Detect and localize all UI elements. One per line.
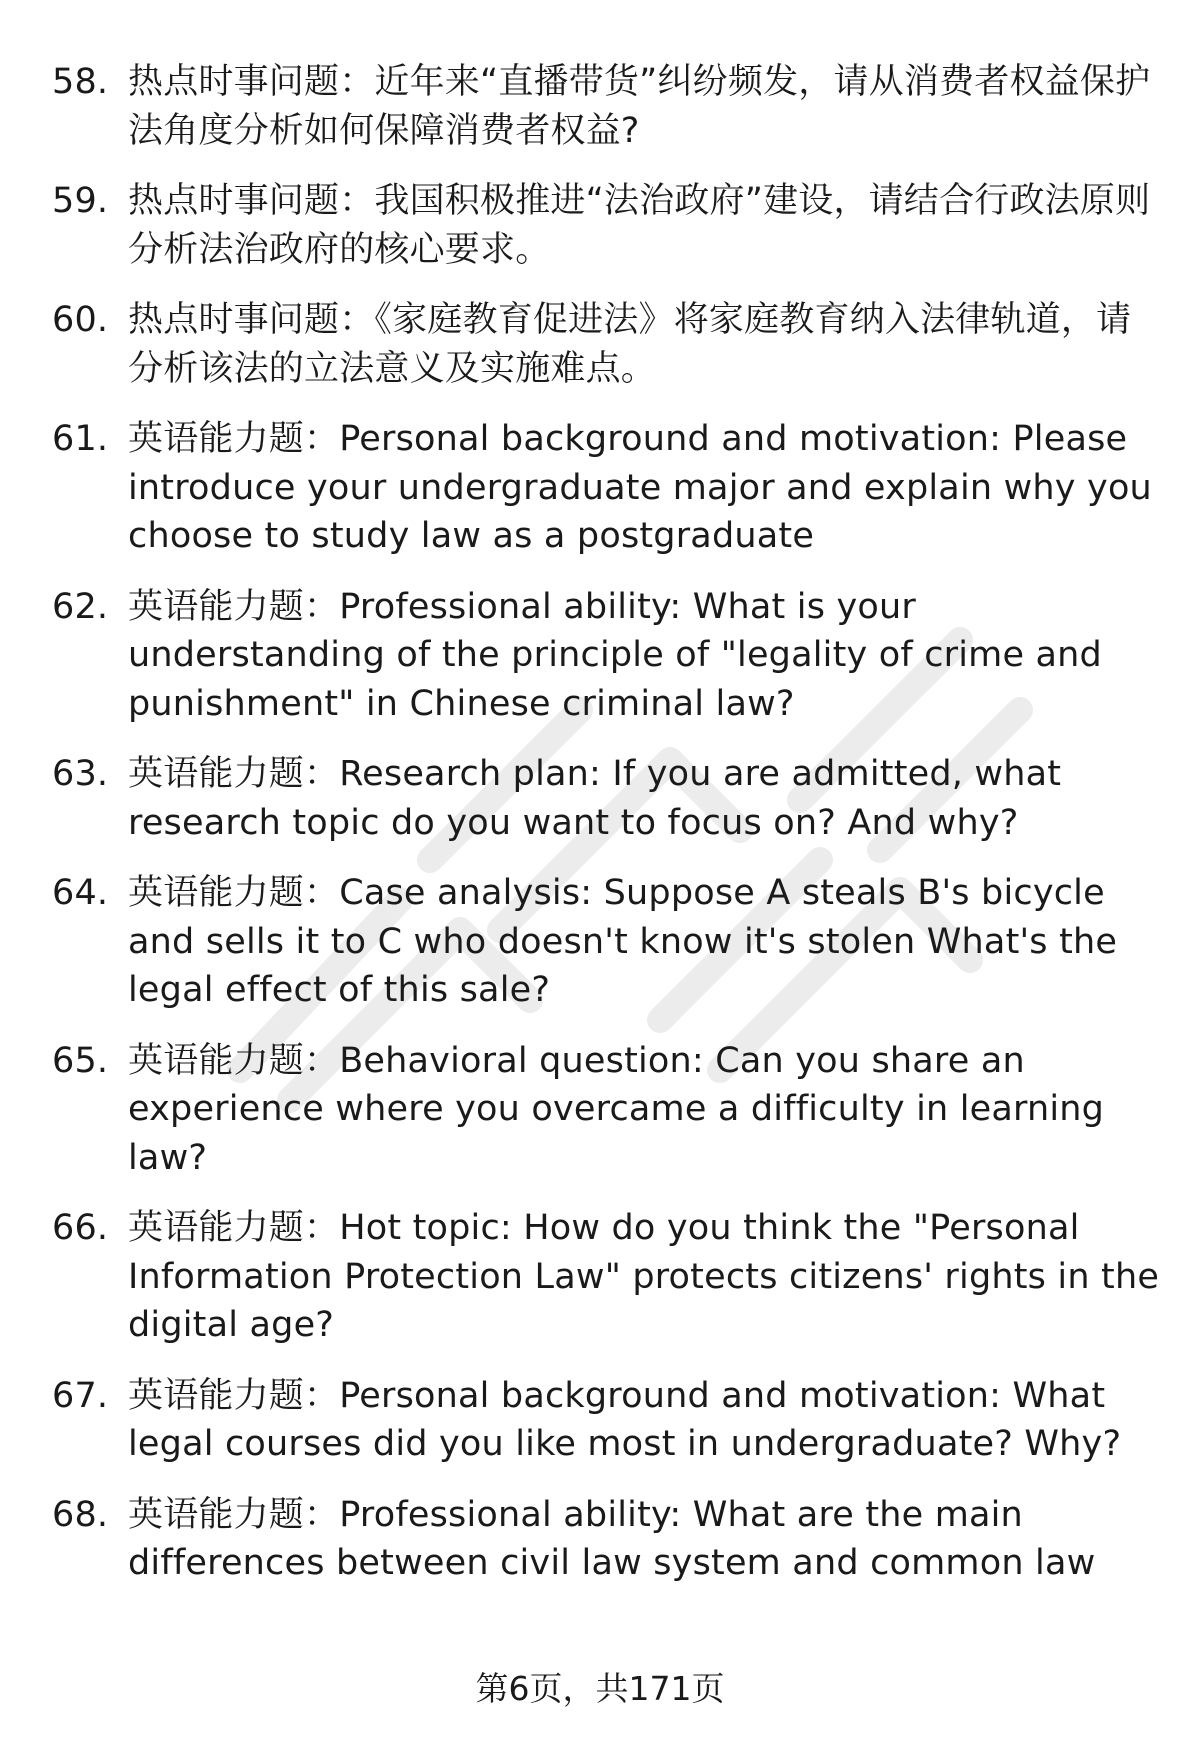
question-text: 英语能力题：Case analysis: Suppose A steals B's bicycle and sells it to C who doesn't know it's stolen What's the legal effect of this sale? [128, 873, 1118, 1010]
question-item [0, 750, 1200, 847]
question-item [0, 58, 1200, 155]
question-text: 英语能力题：Professional ability: What are the main differences between civil law system and common law [128, 1494, 1096, 1583]
question-item [0, 1491, 1200, 1588]
question-text: 热点时事问题：近年来“直播带货”纠纷频发，请从消费者权益保护法角度分析如何保障消费者权益? [128, 62, 1151, 151]
question-text: 英语能力题：Personal background and motivation: What legal courses did you like most in undergraduate? Why? [128, 1375, 1122, 1464]
question-number: 61. [52, 419, 109, 459]
question-list [0, 58, 1200, 1610]
question-item [0, 177, 1200, 274]
question-item [0, 869, 1200, 1015]
question-number: 66. [52, 1208, 109, 1248]
question-number: 65. [52, 1040, 109, 1081]
question-text: 英语能力题：Behavioral question: Can you share an experience where you overcame a difficulty in learning law? [128, 1040, 1105, 1178]
question-number: 64. [52, 873, 109, 913]
question-item [0, 583, 1200, 729]
question-text: 英语能力题：Research plan: If you are admitted, what research topic do you want to focus on? And why? [128, 754, 1062, 843]
question-number: 63. [52, 754, 109, 794]
question-number: 62. [52, 586, 109, 627]
question-number: 68. [52, 1494, 109, 1535]
question-text: 热点时事问题：我国积极推进“法治政府”建设，请结合行政法原则分析法治政府的核心要求。 [128, 181, 1151, 270]
question-number: 59. [52, 181, 109, 221]
question-text: 英语能力题：Professional ability: What is your understanding of the principle of "legality of crime and punishment" in Chinese criminal law? [128, 586, 1102, 724]
question-text: 英语能力题：Personal background and motivation: Please introduce your undergraduate major and explain why you choose to study law as a postgraduate [128, 419, 1152, 556]
question-item [0, 1037, 1200, 1183]
question-text: 英语能力题：Hot topic: How do you think the "Personal Information Protection Law" protects citizens' rights in the digital age? [128, 1208, 1160, 1345]
question-text: 热点时事问题：《家庭教育促进法》将家庭教育纳入法律轨道，请分析该法的立法意义及实施难点。 [128, 300, 1132, 389]
question-number: 67. [52, 1375, 109, 1416]
question-item [0, 296, 1200, 393]
question-number: 60. [52, 300, 109, 340]
question-item [0, 415, 1200, 561]
page-footer: 第6页，共171页 [475, 1669, 725, 1708]
question-number: 58. [52, 62, 109, 102]
question-item [0, 1372, 1200, 1469]
question-item [0, 1204, 1200, 1350]
